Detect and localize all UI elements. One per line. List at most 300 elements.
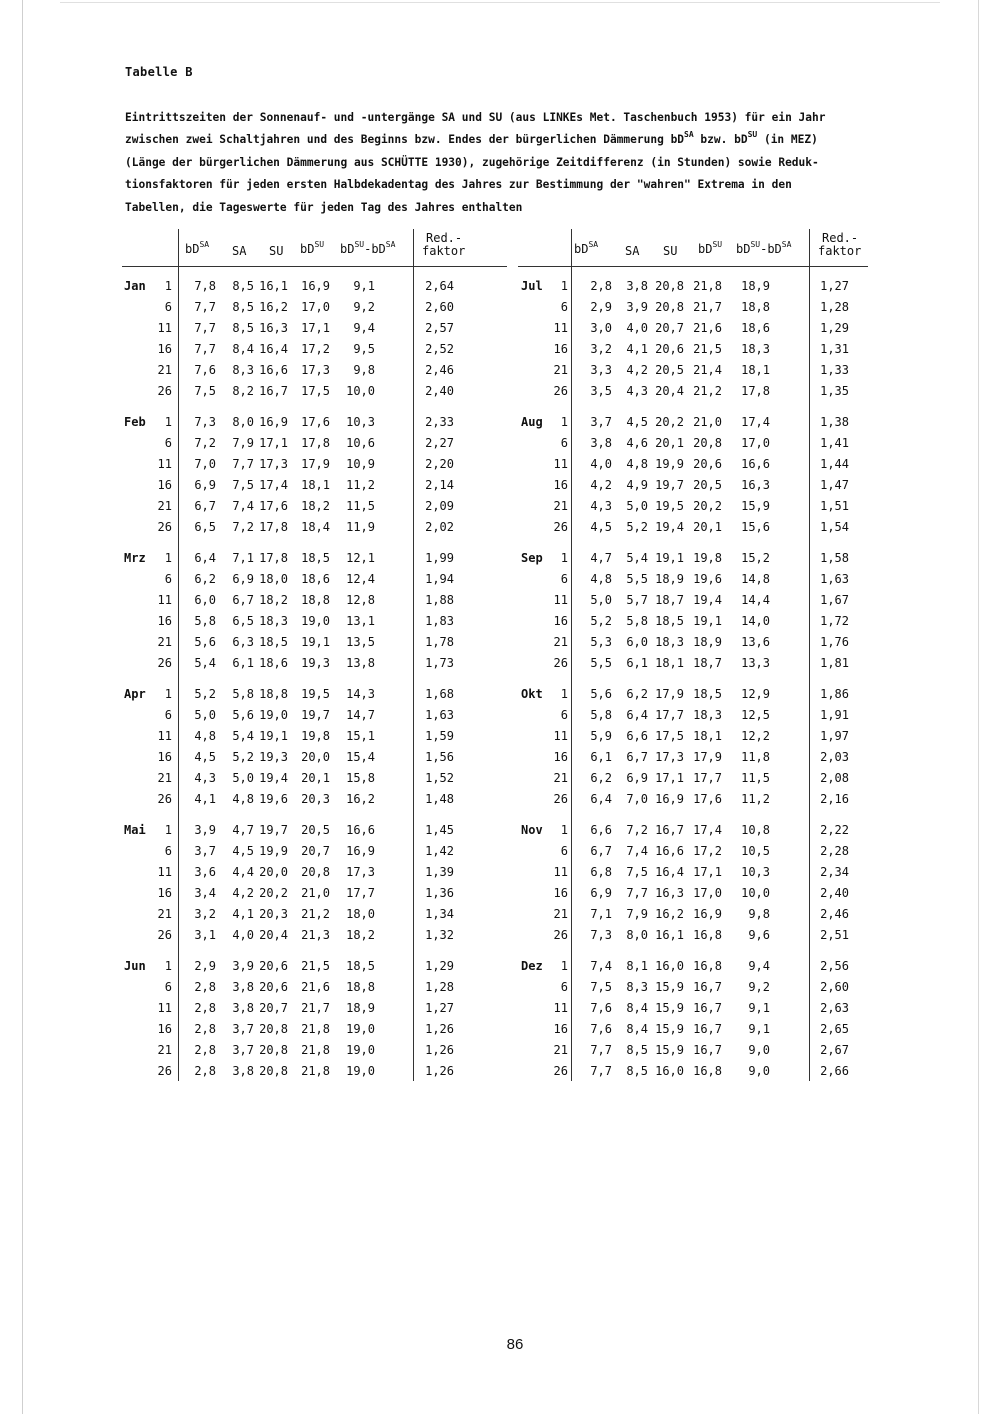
difference-cell: 13,1 [346,614,375,628]
bd-su-cell: 18,3 [693,708,722,722]
bd-su-cell: 17,2 [693,844,722,858]
bd-sa-cell: 7,6 [194,363,216,377]
col-header-difference [736,242,791,256]
bd-su-cell: 21,3 [301,928,330,942]
table-row [0,454,1000,475]
col-header-text: bD [340,242,355,256]
difference-cell: 17,3 [346,865,375,879]
su-cell: 20,0 [259,865,288,879]
table-row [0,412,1000,433]
caption-line [125,129,925,151]
day-cell: 6 [560,708,568,722]
sa-cell: 7,5 [232,478,254,492]
difference-cell: 16,6 [346,823,375,837]
sa-cell: 7,2 [232,520,254,534]
su-cell: 15,9 [655,980,684,994]
sa-cell: 6,0 [626,635,648,649]
bd-sa-cell: 4,0 [590,457,612,471]
bd-su-cell: 17,1 [301,321,330,335]
bd-su-cell: 21,8 [301,1064,330,1078]
table-row [0,297,1000,318]
table-row [0,904,1000,925]
bd-su-cell: 18,6 [301,572,330,586]
col-header-su: SU [663,244,678,258]
table-row [0,1061,1000,1082]
bd-sa-cell: 3,7 [590,415,612,429]
su-cell: 20,3 [259,907,288,921]
col-header-text: -bD [364,242,386,256]
sa-cell: 8,4 [626,1001,648,1015]
table-row [0,789,1000,810]
difference-cell: 18,9 [741,279,770,293]
sa-cell: 7,7 [232,457,254,471]
red-faktor-cell: 1,26 [425,1064,454,1078]
difference-cell: 16,2 [346,792,375,806]
day-cell: 26 [553,792,568,806]
bd-sa-cell: 3,6 [194,865,216,879]
bd-sa-cell: 4,3 [590,499,612,513]
difference-cell: 18,8 [346,980,375,994]
su-cell: 20,6 [655,342,684,356]
left-table-header-rule [122,266,507,267]
red-faktor-cell: 1,32 [425,928,454,942]
su-cell: 18,6 [259,656,288,670]
month-label: Jan [124,279,146,293]
su-cell: 19,7 [259,823,288,837]
bd-su-cell: 19,0 [301,614,330,628]
day-cell: 21 [157,499,172,513]
bd-sa-cell: 4,1 [194,792,216,806]
bd-su-cell: 16,8 [693,928,722,942]
bd-sa-cell: 7,3 [194,415,216,429]
day-cell: 11 [157,729,172,743]
difference-cell: 16,6 [741,457,770,471]
month-label: Okt [521,687,543,701]
red-faktor-cell: 1,58 [820,551,849,565]
sa-cell: 6,3 [232,635,254,649]
su-cell: 15,9 [655,1043,684,1057]
difference-cell: 9,2 [748,980,770,994]
bd-sa-cell: 5,0 [194,708,216,722]
bd-su-cell: 21,8 [693,279,722,293]
red-faktor-cell: 1,38 [820,415,849,429]
bd-su-cell: 19,5 [301,687,330,701]
difference-cell: 9,0 [748,1043,770,1057]
table-row [0,684,1000,705]
bd-sa-cell: 3,9 [194,823,216,837]
su-cell: 19,6 [259,792,288,806]
difference-cell: 11,8 [741,750,770,764]
bd-sa-cell: 7,7 [194,321,216,335]
table-title: Tabelle B [125,65,193,79]
sa-cell: 4,8 [626,457,648,471]
sa-cell: 8,0 [626,928,648,942]
bd-su-cell: 17,7 [693,771,722,785]
red-faktor-cell: 2,33 [425,415,454,429]
day-cell: 16 [553,1022,568,1036]
day-cell: 26 [553,384,568,398]
sa-cell: 5,2 [626,520,648,534]
red-faktor-cell: 1,56 [425,750,454,764]
sa-cell: 4,4 [232,865,254,879]
difference-cell: 9,4 [748,959,770,973]
difference-cell: 18,6 [741,321,770,335]
su-cell: 20,7 [259,1001,288,1015]
red-faktor-cell: 2,09 [425,499,454,513]
bd-sa-cell: 5,6 [590,687,612,701]
su-cell: 18,3 [655,635,684,649]
col-header-text: bD [736,242,751,256]
day-cell: 16 [553,750,568,764]
difference-cell: 18,8 [741,300,770,314]
bd-su-cell: 21,5 [301,959,330,973]
sa-cell: 6,7 [232,593,254,607]
bd-su-cell: 16,7 [693,1043,722,1057]
difference-cell: 9,1 [748,1022,770,1036]
su-cell: 17,8 [259,551,288,565]
bd-su-cell: 21,5 [693,342,722,356]
day-cell: 26 [553,520,568,534]
sa-cell: 7,1 [232,551,254,565]
red-faktor-cell: 1,91 [820,708,849,722]
difference-cell: 9,5 [353,342,375,356]
difference-cell: 11,2 [346,478,375,492]
caption-text: (in MEZ) [757,133,818,147]
difference-cell: 19,0 [346,1043,375,1057]
su-cell: 18,2 [259,593,288,607]
sa-cell: 3,7 [232,1043,254,1057]
bd-sa-cell: 4,5 [194,750,216,764]
su-cell: 20,8 [259,1043,288,1057]
bd-sa-cell: 6,8 [590,865,612,879]
su-cell: 17,1 [259,436,288,450]
red-faktor-cell: 2,16 [820,792,849,806]
bd-su-cell: 19,1 [301,635,330,649]
sa-cell: 4,9 [626,478,648,492]
caption-superscript: SU [747,130,758,140]
bd-su-cell: 18,8 [301,593,330,607]
table-row [0,1019,1000,1040]
bd-su-cell: 20,1 [301,771,330,785]
su-cell: 20,4 [259,928,288,942]
red-faktor-cell: 1,99 [425,551,454,565]
difference-cell: 14,3 [346,687,375,701]
su-cell: 15,9 [655,1001,684,1015]
bd-su-cell: 16,7 [693,980,722,994]
su-cell: 20,7 [655,321,684,335]
red-faktor-cell: 1,41 [820,436,849,450]
difference-cell: 10,5 [741,844,770,858]
red-faktor-cell: 2,60 [820,980,849,994]
table-row [0,381,1000,402]
day-cell: 6 [164,300,172,314]
difference-cell: 17,8 [741,384,770,398]
difference-cell: 16,9 [346,844,375,858]
bd-sa-cell: 7,6 [590,1022,612,1036]
su-cell: 20,2 [655,415,684,429]
difference-cell: 15,6 [741,520,770,534]
difference-cell: 18,9 [346,1001,375,1015]
red-faktor-cell: 1,76 [820,635,849,649]
col-header-superscript: SA [781,240,792,249]
su-cell: 17,5 [655,729,684,743]
month-label: Sep [521,551,543,565]
difference-cell: 12,5 [741,708,770,722]
table-row [0,475,1000,496]
col-header-superscript: SA [588,240,599,249]
difference-cell: 18,1 [741,363,770,377]
day-cell: 6 [164,708,172,722]
day-cell: 26 [157,1064,172,1078]
day-cell: 6 [560,980,568,994]
day-cell: 1 [164,959,172,973]
bd-sa-cell: 6,1 [590,750,612,764]
difference-cell: 10,0 [346,384,375,398]
bd-sa-cell: 7,7 [194,300,216,314]
su-cell: 19,4 [259,771,288,785]
difference-cell: 9,6 [748,928,770,942]
bd-sa-cell: 5,8 [194,614,216,628]
sa-cell: 5,6 [232,708,254,722]
difference-cell: 9,1 [748,1001,770,1015]
sa-cell: 6,2 [626,687,648,701]
bd-sa-cell: 3,1 [194,928,216,942]
sa-cell: 8,5 [626,1043,648,1057]
sa-cell: 7,9 [626,907,648,921]
bd-sa-cell: 5,5 [590,656,612,670]
su-cell: 16,6 [655,844,684,858]
su-cell: 20,8 [259,1022,288,1036]
day-cell: 21 [553,363,568,377]
table-row [0,548,1000,569]
day-cell: 21 [157,771,172,785]
day-cell: 1 [164,415,172,429]
su-cell: 18,0 [259,572,288,586]
sa-cell: 4,2 [626,363,648,377]
red-faktor-cell: 2,27 [425,436,454,450]
table-row [0,360,1000,381]
su-cell: 16,1 [259,279,288,293]
difference-cell: 10,3 [741,865,770,879]
bd-sa-cell: 7,8 [194,279,216,293]
bd-su-cell: 17,8 [301,436,330,450]
table-row [0,590,1000,611]
bd-su-cell: 21,4 [693,363,722,377]
su-cell: 17,7 [655,708,684,722]
red-faktor-cell: 2,40 [425,384,454,398]
sa-cell: 6,1 [232,656,254,670]
bd-sa-cell: 6,6 [590,823,612,837]
col-header-superscript: SU [314,240,325,249]
day-cell: 21 [553,1043,568,1057]
month-label: Mrz [124,551,146,565]
red-faktor-cell: 1,27 [820,279,849,293]
month-label: Mai [124,823,146,837]
red-faktor-cell: 2,64 [425,279,454,293]
day-cell: 6 [164,572,172,586]
red-faktor-cell: 1,26 [425,1022,454,1036]
red-faktor-cell: 1,73 [425,656,454,670]
sa-cell: 8,4 [626,1022,648,1036]
bd-sa-cell: 2,8 [194,980,216,994]
bd-su-cell: 18,5 [693,687,722,701]
sa-cell: 8,2 [232,384,254,398]
su-cell: 20,6 [259,980,288,994]
bd-su-cell: 19,1 [693,614,722,628]
bd-sa-cell: 6,7 [194,499,216,513]
difference-cell: 13,5 [346,635,375,649]
table-row [0,318,1000,339]
bd-sa-cell: 3,4 [194,886,216,900]
day-cell: 16 [157,886,172,900]
su-cell: 16,9 [259,415,288,429]
difference-cell: 12,1 [346,551,375,565]
day-cell: 26 [553,928,568,942]
day-cell: 16 [553,342,568,356]
sa-cell: 4,8 [232,792,254,806]
red-faktor-cell: 1,29 [820,321,849,335]
bd-su-cell: 18,2 [301,499,330,513]
red-faktor-cell: 2,65 [820,1022,849,1036]
caption-line: (Länge der bürgerlichen Dämmerung aus SCHÜTTE 1930), zugehörige Zeitdifferenz (in Stunden) sowie Reduk- [125,155,819,169]
difference-cell: 14,4 [741,593,770,607]
su-cell: 17,3 [259,457,288,471]
bd-sa-cell: 4,3 [194,771,216,785]
su-cell: 19,0 [259,708,288,722]
su-cell: 16,9 [655,792,684,806]
day-cell: 16 [157,478,172,492]
bd-sa-cell: 7,4 [590,959,612,973]
col-header-red-faktor [818,232,861,258]
bd-su-cell: 20,6 [693,457,722,471]
difference-cell: 18,3 [741,342,770,356]
col-header-superscript: SU [750,240,761,249]
day-cell: 6 [560,572,568,586]
bd-su-cell: 17,0 [301,300,330,314]
sa-cell: 3,7 [232,1022,254,1036]
col-header-superscript: SA [199,240,210,249]
su-cell: 17,8 [259,520,288,534]
red-faktor-cell: 1,47 [820,478,849,492]
bd-sa-cell: 2,8 [590,279,612,293]
red-faktor-cell: 2,08 [820,771,849,785]
sa-cell: 8,5 [232,321,254,335]
su-cell: 16,3 [655,886,684,900]
day-cell: 6 [560,436,568,450]
sa-cell: 8,5 [232,279,254,293]
table-row [0,841,1000,862]
su-cell: 20,1 [655,436,684,450]
difference-cell: 15,9 [741,499,770,513]
bd-su-cell: 17,3 [301,363,330,377]
difference-cell: 15,2 [741,551,770,565]
day-cell: 1 [164,551,172,565]
sa-cell: 3,9 [626,300,648,314]
sa-cell: 6,1 [626,656,648,670]
day-cell: 1 [164,823,172,837]
col-header-sa: SA [625,244,640,258]
col-header-text: bD [698,242,713,256]
day-cell: 21 [553,771,568,785]
sa-cell: 4,2 [232,886,254,900]
bd-sa-cell: 2,9 [590,300,612,314]
sa-cell: 3,8 [232,1064,254,1078]
col-header-text: -bD [760,242,782,256]
caption-text: zwischen zwei Schaltjahren und des Beginns bzw. Endes der bürgerlichen Dämmerung bD [125,133,685,147]
difference-cell: 12,4 [346,572,375,586]
bd-sa-cell: 3,3 [590,363,612,377]
bd-su-cell: 18,1 [301,478,330,492]
red-faktor-cell: 1,28 [425,980,454,994]
red-faktor-cell: 2,28 [820,844,849,858]
bd-sa-cell: 5,4 [194,656,216,670]
bd-sa-cell: 5,6 [194,635,216,649]
day-cell: 1 [560,551,568,565]
day-cell: 26 [157,928,172,942]
sa-cell: 7,0 [626,792,648,806]
day-cell: 26 [157,656,172,670]
sa-cell: 6,9 [232,572,254,586]
bd-su-cell: 21,7 [693,300,722,314]
sa-cell: 6,6 [626,729,648,743]
bd-su-cell: 16,9 [301,279,330,293]
difference-cell: 11,5 [346,499,375,513]
sa-cell: 3,8 [232,980,254,994]
su-cell: 16,1 [655,928,684,942]
bd-sa-cell: 5,3 [590,635,612,649]
sa-cell: 7,7 [626,886,648,900]
sa-cell: 7,4 [626,844,648,858]
day-cell: 6 [560,300,568,314]
bd-sa-cell: 5,2 [194,687,216,701]
day-cell: 11 [157,457,172,471]
day-cell: 16 [157,750,172,764]
bd-sa-cell: 6,7 [590,844,612,858]
bd-sa-cell: 5,8 [590,708,612,722]
red-faktor-cell: 2,20 [425,457,454,471]
red-faktor-cell: 1,68 [425,687,454,701]
day-cell: 11 [553,729,568,743]
bd-su-cell: 20,3 [301,792,330,806]
day-cell: 6 [164,436,172,450]
caption-line: tionsfaktoren für jeden ersten Halbdekadentag des Jahres zur Bestimmung der "wahren" Extrema in den [125,178,792,192]
red-faktor-cell: 1,26 [425,1043,454,1057]
table-row [0,496,1000,517]
day-cell: 11 [553,457,568,471]
day-cell: 11 [157,1001,172,1015]
sa-cell: 4,5 [232,844,254,858]
bd-sa-cell: 4,5 [590,520,612,534]
su-cell: 16,7 [259,384,288,398]
col-header-superscript: SU [354,240,365,249]
col-header-bd-sa [574,242,598,256]
table-row [0,611,1000,632]
bd-su-cell: 17,6 [693,792,722,806]
day-cell: 16 [553,886,568,900]
sa-cell: 8,4 [232,342,254,356]
su-cell: 19,4 [655,520,684,534]
bd-sa-cell: 6,9 [194,478,216,492]
bd-sa-cell: 3,8 [590,436,612,450]
bd-su-cell: 17,2 [301,342,330,356]
caption-superscript: SA [684,130,694,140]
sa-cell: 4,0 [626,321,648,335]
bd-sa-cell: 6,2 [590,771,612,785]
day-cell: 26 [157,520,172,534]
sa-cell: 8,3 [626,980,648,994]
col-header-sa: SA [232,244,247,258]
bd-sa-cell: 7,5 [590,980,612,994]
